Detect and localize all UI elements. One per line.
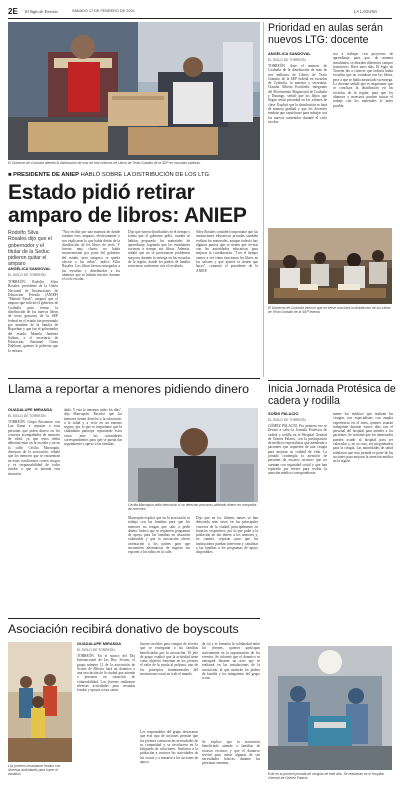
main-byline-org: EL SIGLO DE TORREÓN	[8, 272, 46, 277]
main-photo-caption: El Gobierno de Coahuila atendió la distribución de más de tres millones de Libros de Texto Gratuito de la SEP en escuelas públicas.	[8, 161, 201, 165]
protesica-byline	[268, 412, 328, 422]
boyscouts-col-3: de rol y se fomenta la solidaridad entre los jóvenes, quienes participan activamente en la organización de los eventos. Se informó que el donativo se entregará durante un acto que se realizará en las instalaciones de la asociación, al que asistirán los padres de familia y los integrantes del grupo scout.	[202, 642, 260, 681]
main-byline	[8, 267, 58, 277]
section-rule-1	[268, 380, 392, 381]
kicker-bullet-icon: ■	[8, 172, 14, 178]
main-col-4: Silva Rosales consideró importante que las instituciones educativas privadas también reciban los materiales, aunque todavía hay algunos puntos que se tienen que revisar con las autoridades educativas para mejorar la coordinación. "Con el tiempo vamos a ver cómo funcionan los libros en los salones y qué ajustes se tienen que hacer", comentó el presidente de la ANIEP.	[196, 230, 258, 273]
protesica-headline: Inicia Jornada Protésica de cadera y rodilla	[268, 383, 396, 407]
boyscouts-col-5: Se explicó que la asociación beneficiada atiende a familias de escasos recursos y que el donativo servirá para cubrir algunas de sus necesidades básicas durante las próximas semanas.	[202, 740, 260, 766]
menores-byline	[8, 408, 60, 418]
surgery-caption: Este es la primera jornada de cirugías de este año. Se realizarán en el Hospital General de Gómez Palacio.	[268, 772, 384, 780]
menores-headline: Llama a reportar a menores pidiendo dinero	[8, 382, 250, 396]
classroom-photo	[268, 228, 392, 304]
surgery-photo	[268, 646, 392, 770]
section-rule-2	[8, 378, 260, 379]
workers-unloading-boxes-image	[8, 22, 260, 160]
main-kicker	[8, 172, 260, 179]
section-name: LA LAGUNA	[354, 9, 378, 14]
classroom-caption: El Gobierno de Coahuila informó que en breve concluirá la distribución de los Libros de Texto Gratuito de la SEP federal.	[268, 306, 391, 314]
menores-byline-name: GUADALUPE MIRANDA	[8, 407, 53, 412]
surgery-team-image	[268, 646, 392, 770]
menores-byline-org: EL SIGLO DE TORREÓN	[8, 413, 46, 418]
boyscouts-col-2: fueron servidos para compra de víveres que se entregarán a las familias beneficiadas por la asociación. El jefe de grupo explicó que la actividad tiene como objetivo fomentar en los jóvenes el valor de la ayuda al prójimo, uno de los principios fundamentales del movimiento scout en todo el mundo.	[140, 642, 198, 677]
menores-col-2: dado. Y esto lo tenemos todos los días", dijo Marroquín. Recalcó que los menores tienen derecho a la educación, a la salud y a vivir en un entorno seguro, por lo que es importante que la ciudadanía participe reportando estos casos ante las autoridades correspondientes para que se pueda dar seguimiento y apoyo a las familias.	[64, 408, 122, 447]
main-col-1: TORREÓN. Rodolfo Silva Rosales, presidente de la Unión Nacional de Instituciones de Educación Privada (ANIEP) "Manuel Farah", aseguró que el amparo que solicitó el gobierno de Coahuila para frenar la distribución de los nuevos libros de texto gratuitos de la SEP federal en el estado fue presentado por mandato de la familia de Riquelme y que fue el gobernador del estado, Manolo Jiménez Salinas, y el secretario de Educación, Emanuel Garza Fishburn, quienes le pidieron que lo retirara.	[8, 280, 58, 353]
priority-byline-name: ANGÉLICA SANDOVAL	[268, 51, 311, 56]
priority-col-1: TORREÓN. Ante el anuncio de Coahuila de la distribución de más de tres millones de Libros de Texto Gratuito de la SEP federal en escuelas de Coahuila, la maestra y secretaria, Claudia Alberto Escobedo, integrante del Movimiento Magisterial de Coahuila y Durango, señaló que los libros que llegan serán prioridad en los salones de clase. Explicó que la distribución se hará de manera gradual y que los docentes tendrán que capacitarse para trabajar con los nuevos contenidos durante el ciclo escolar.	[268, 64, 327, 124]
menores-col-4: Dijo que en los últimos meses se han detectado más casos en los principales cruceros de la ciudad, principalmente en horarios vespertinos, por lo que pidió a la población no dar dinero a los menores y, en cambio, reportar para que las instituciones puedan intervenir y canalizar a las familias a los programas de apoyo disponibles.	[196, 516, 258, 555]
protesica-byline-org: EL SIGLO DE TORREÓN	[268, 417, 306, 422]
header-rule	[8, 18, 392, 19]
main-headline: Estado pidió retirar amparo de libros: ANIEP	[8, 181, 247, 227]
boyscouts-photo	[8, 642, 72, 762]
menores-photo	[128, 408, 258, 502]
priority-col-2: sea a trabajar con proyectos de aprendizaje para que, de manera simultánea, se aborden diferentes campos formativos. Hace unos días, El Siglo de Torreón dio a conocer que todavía había escuelas que no contaban con los libros, pese a que se había anunciado su entrega. La docente señaló que es importante que se concluya la distribución en las escuelas de la región, para que los alumnos y maestros puedan iniciar el trabajo con los materiales lo antes posible.	[333, 52, 393, 108]
kicker-tag: PRESIDENTE DE ANIEP	[13, 172, 79, 178]
boyscouts-col-1: TORREÓN. En el marco del Día Internacional de los Boy Scouts, el grupo número 11 de la asociación de Scouts de México hará un donativo a una asociación de la ciudad que atiende a personas en situación de vulnerabilidad. Los jóvenes realizaron diversas actividades para recaudar fondos y apoyar a esta causa.	[77, 654, 135, 693]
main-photo	[8, 22, 260, 160]
menores-col-1: TORREÓN. Grupo Encuentro con Luz llama a reportar a esas personas que piden dinero en los cruceros acompañados de menores de edad, ya que estos niños deberían estar en la escuela y no en la calle. Cecilia Marroquín, directora de la asociación, señaló que los menores que se encuentran en estas condiciones corren riesgos y es responsabilidad de todos ayudar a que se atienda esta situación.	[8, 420, 60, 476]
column-divider	[263, 22, 264, 377]
boyscouts-byline-name: GUADALUPE MIRANDA	[77, 641, 122, 646]
menores-col-3: Marroquín explicó que en la asociación se trabaja con las familias para que los menores no tengan que salir a pedir dinero. Indicó que se requieren programas de apoyo para las familias en situación vulnerable y que la asociación ofrece orientación a los padres para que encuentren alternativas de ingreso sin exponer a los niños en la calle.	[128, 516, 190, 555]
woman-seated-portrait-image	[128, 408, 258, 502]
children-in-classroom-image	[268, 228, 392, 304]
newspaper-name: El Siglo de Torreón	[25, 9, 58, 14]
priority-headline: Prioridad en aulas serán nuevos LTG: docente	[268, 22, 383, 46]
main-col-2: "Nos recibió por una muestra de donde estaban esos amparos efectivamente y nos explicaron lo que había detrás de la distribución de los libros de texto. Y fueron muy claros: no había inconveniente por parte del gobierno del estado, pero tampoco se quería afectar a los niños", indicó Silva Rosales. Los libros fueron entregados a las escuelas y distribuidos a los alumnos que se habían inscrito durante el ciclo escolar.	[62, 230, 120, 282]
boyscouts-byline-org: EL SIGLO DE TORREÓN	[77, 647, 115, 652]
priority-byline	[268, 52, 328, 62]
boyscouts-headline: Asociación recibirá donativo de boyscouts	[8, 622, 239, 636]
protesica-byline-name: SOÑIS PALACIO	[268, 411, 299, 416]
page-header	[8, 7, 392, 17]
protesica-col-1: GÓMEZ PALACIO. Por primera vez se llevará a cabo la Jornada Protésica de cadera y rodilla en el Hospital General de Gómez Palacio, con la participación de médicos especialistas que atenderán a pacientes que requieren de una cirugía para mejorar su calidad de vida. La jornada contempla la atención de personas de escasos recursos que no cuentan con seguridad social y que han esperado por meses para recibir la atención médica correspondiente.	[268, 424, 327, 476]
main-byline-name: ANGÉLICA SANDOVAL	[8, 266, 51, 271]
boyscouts-group-image	[8, 642, 72, 762]
boyscouts-byline	[77, 642, 135, 652]
page-number: 2E	[8, 7, 18, 16]
protesica-col-2: mente los médicos que realizan las cirugías son especialistas con amplia experiencia en el tema, quienes estarán trabajando durante varios días con el personal del hospital para atender a los pacientes. Se informó que los interesados pueden acudir al hospital para ser valorados y, en su caso, ser programados para la cirugía. Las autoridades de salud señalaron que esta jornada es parte de las acciones para mejorar la atención médica en la región.	[333, 412, 393, 464]
section-rule-3	[8, 618, 260, 619]
issue-date: SÁBADO 17 DE FEBRERO DE 2024	[72, 9, 135, 13]
boyscouts-caption: Los jóvenes recaudaron fondos con diversas actividades para hacer el donativo.	[8, 764, 61, 776]
main-col-3: Dijo que fueron distribuidos en el tiempo y forma que el gobierno pidió, cuando se habían preparado los materiales de aprendizaje, logrando que los estudiantes tuvieran a tiempo sus libros. Además, señaló que no se presentaron problemas mayores durante la entrega en las escuelas de la región, donde los padres de familia estuvieron conformes con el resultado.	[128, 230, 190, 269]
boyscouts-col-4: Los responsables del grupo destacaron que este tipo de acciones permite que los jóvenes conozcan las necesidades de su comunidad y se involucren en la búsqueda de soluciones. Invitaron a la población a conocer las actividades de los scouts y a sumarse a las acciones de apoyo.	[140, 730, 198, 765]
main-deck: Rodolfo Silva Rosales dijo que el gobernador y el titular de la Seduc pidieron quitar el amparo	[8, 230, 52, 268]
priority-byline-org: EL SIGLO DE TORREÓN	[268, 57, 306, 62]
menores-caption: Cecilia Marroquín pidió denunciar si se detectan personas pidiendo dinero en compañía de menores.	[128, 503, 257, 511]
kicker-text: HABLÓ SOBRE LA DISTRIBUCIÓN DE LOS LTG	[80, 172, 210, 178]
